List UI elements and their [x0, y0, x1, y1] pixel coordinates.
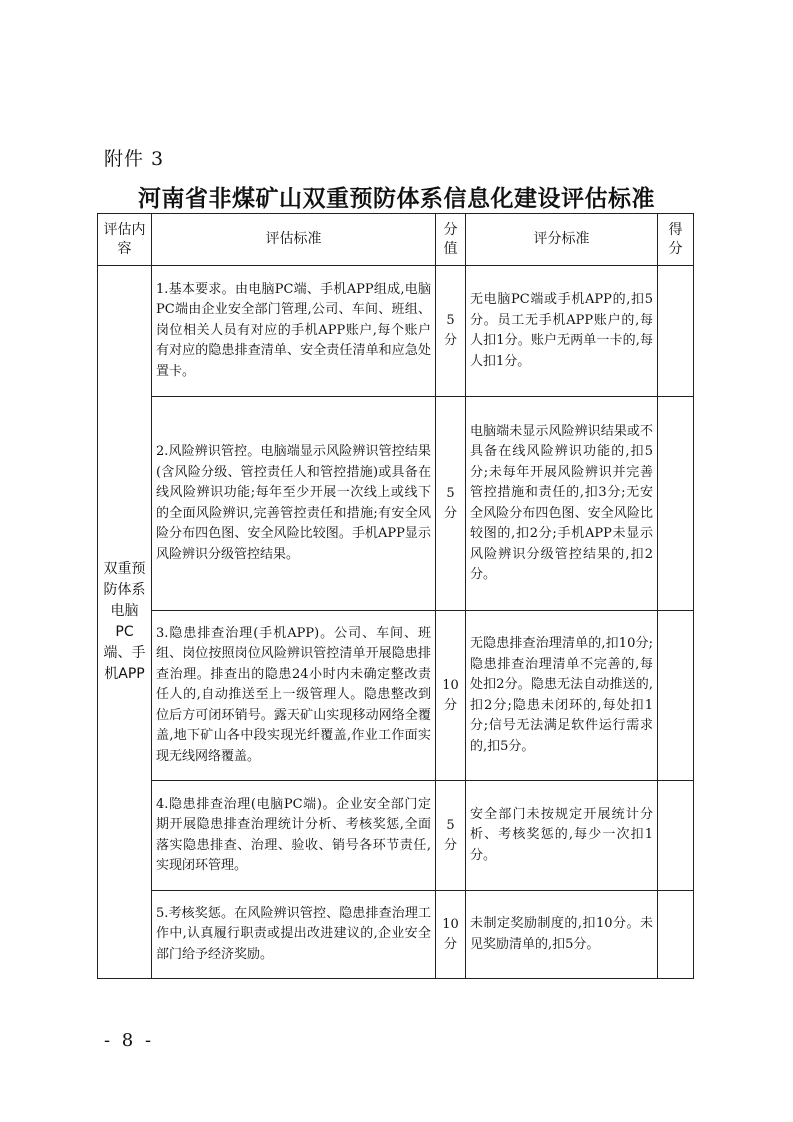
attachment-label: 附件 3 [104, 148, 165, 170]
evaluation-table [97, 213, 694, 979]
header-points: 分值 [436, 214, 466, 266]
rule-cell: 未制定奖励制度的,扣10分。未见奖励清单的,扣5分。 [466, 891, 658, 979]
table-header-row [98, 214, 694, 266]
table-row [98, 611, 694, 781]
rule-cell: 无电脑PC端或手机APP的,扣5分。员工无手机APP账户的,每人扣1分。账户无两单一卡的,每人扣1分。 [466, 266, 658, 397]
table-row [98, 781, 694, 891]
rule-cell: 无隐患排查治理清单的,扣10分;隐患排查治理清单不完善的,每处扣2分。隐患无法自动推送的,扣2分;隐患未闭环的,每处扣1分;信号无法满足软件运行需求的,扣5分。 [466, 611, 658, 781]
table-row [98, 397, 694, 611]
criteria-cell: 1.基本要求。由电脑PC端、手机APP组成,电脑PC端由企业安全部门管理,公司、车间、班组、岗位相关人员有对应的手机APP账户,每个账户有对应的隐患排查清单、安全责任清单和应急处置卡。 [152, 266, 436, 397]
criteria-cell: 2.风险辨识管控。电脑端显示风险辨识管控结果(含风险分级、管控责任人和管控措施)或具备在线风险辨识功能;每年至少开展一次线上或线下的全面风险辨识,完善管控责任和措施;有安全风险分布四色图、安全风险比较图。手机APP显示风险辨识分级管控结果。 [152, 397, 436, 611]
points-cell: 5分 [436, 781, 466, 891]
score-cell [658, 781, 694, 891]
category-cell: 双重预防体系电脑PC端、手机APP [98, 266, 152, 979]
criteria-cell: 3.隐患排查治理(手机APP)。公司、车间、班组、岗位按照岗位风险辨识管控清单开展隐患排查治理。排查出的隐患24小时内未确定整改责任人的,自动推送至上一级管理人。隐患整改到位后方可闭环销号。露天矿山实现移动网络全覆盖,地下矿山各中段实现光纤覆盖,作业工作面实现无线网络覆盖。 [152, 611, 436, 781]
header-content: 评估内容 [98, 214, 152, 266]
rule-cell: 电脑端未显示风险辨识结果或不具备在线风险辨识功能的,扣5分;未每年开展风险辨识并完善管控措施和责任的,扣3分;无安全风险分布四色图、安全风险比较图的,扣2分;手机APP未显示风险辨识分级管控结果的,扣2分。 [466, 397, 658, 611]
header-criteria: 评估标准 [152, 214, 436, 266]
score-cell [658, 891, 694, 979]
score-cell [658, 611, 694, 781]
page-number: - 8 - [104, 1030, 155, 1051]
rule-cell: 安全部门未按规定开展统计分析、考核奖惩的,每少一次扣1分。 [466, 781, 658, 891]
criteria-cell: 5.考核奖惩。在风险辨识管控、隐患排查治理工作中,认真履行职责或提出改进建议的,企业安全部门给予经济奖励。 [152, 891, 436, 979]
table-row [98, 891, 694, 979]
document-title: 河南省非煤矿山双重预防体系信息化建设评估标准 [138, 185, 655, 212]
points-cell: 10分 [436, 891, 466, 979]
points-cell: 5分 [436, 266, 466, 397]
score-cell [658, 266, 694, 397]
score-cell [658, 397, 694, 611]
criteria-cell: 4.隐患排查治理(电脑PC端)。企业安全部门定期开展隐患排查治理统计分析、考核奖惩,全面落实隐患排查、治理、验收、销号各环节责任,实现闭环管理。 [152, 781, 436, 891]
header-score: 得分 [658, 214, 694, 266]
points-cell: 5分 [436, 397, 466, 611]
table-row [98, 266, 694, 397]
points-cell: 10分 [436, 611, 466, 781]
header-rules: 评分标准 [466, 214, 658, 266]
